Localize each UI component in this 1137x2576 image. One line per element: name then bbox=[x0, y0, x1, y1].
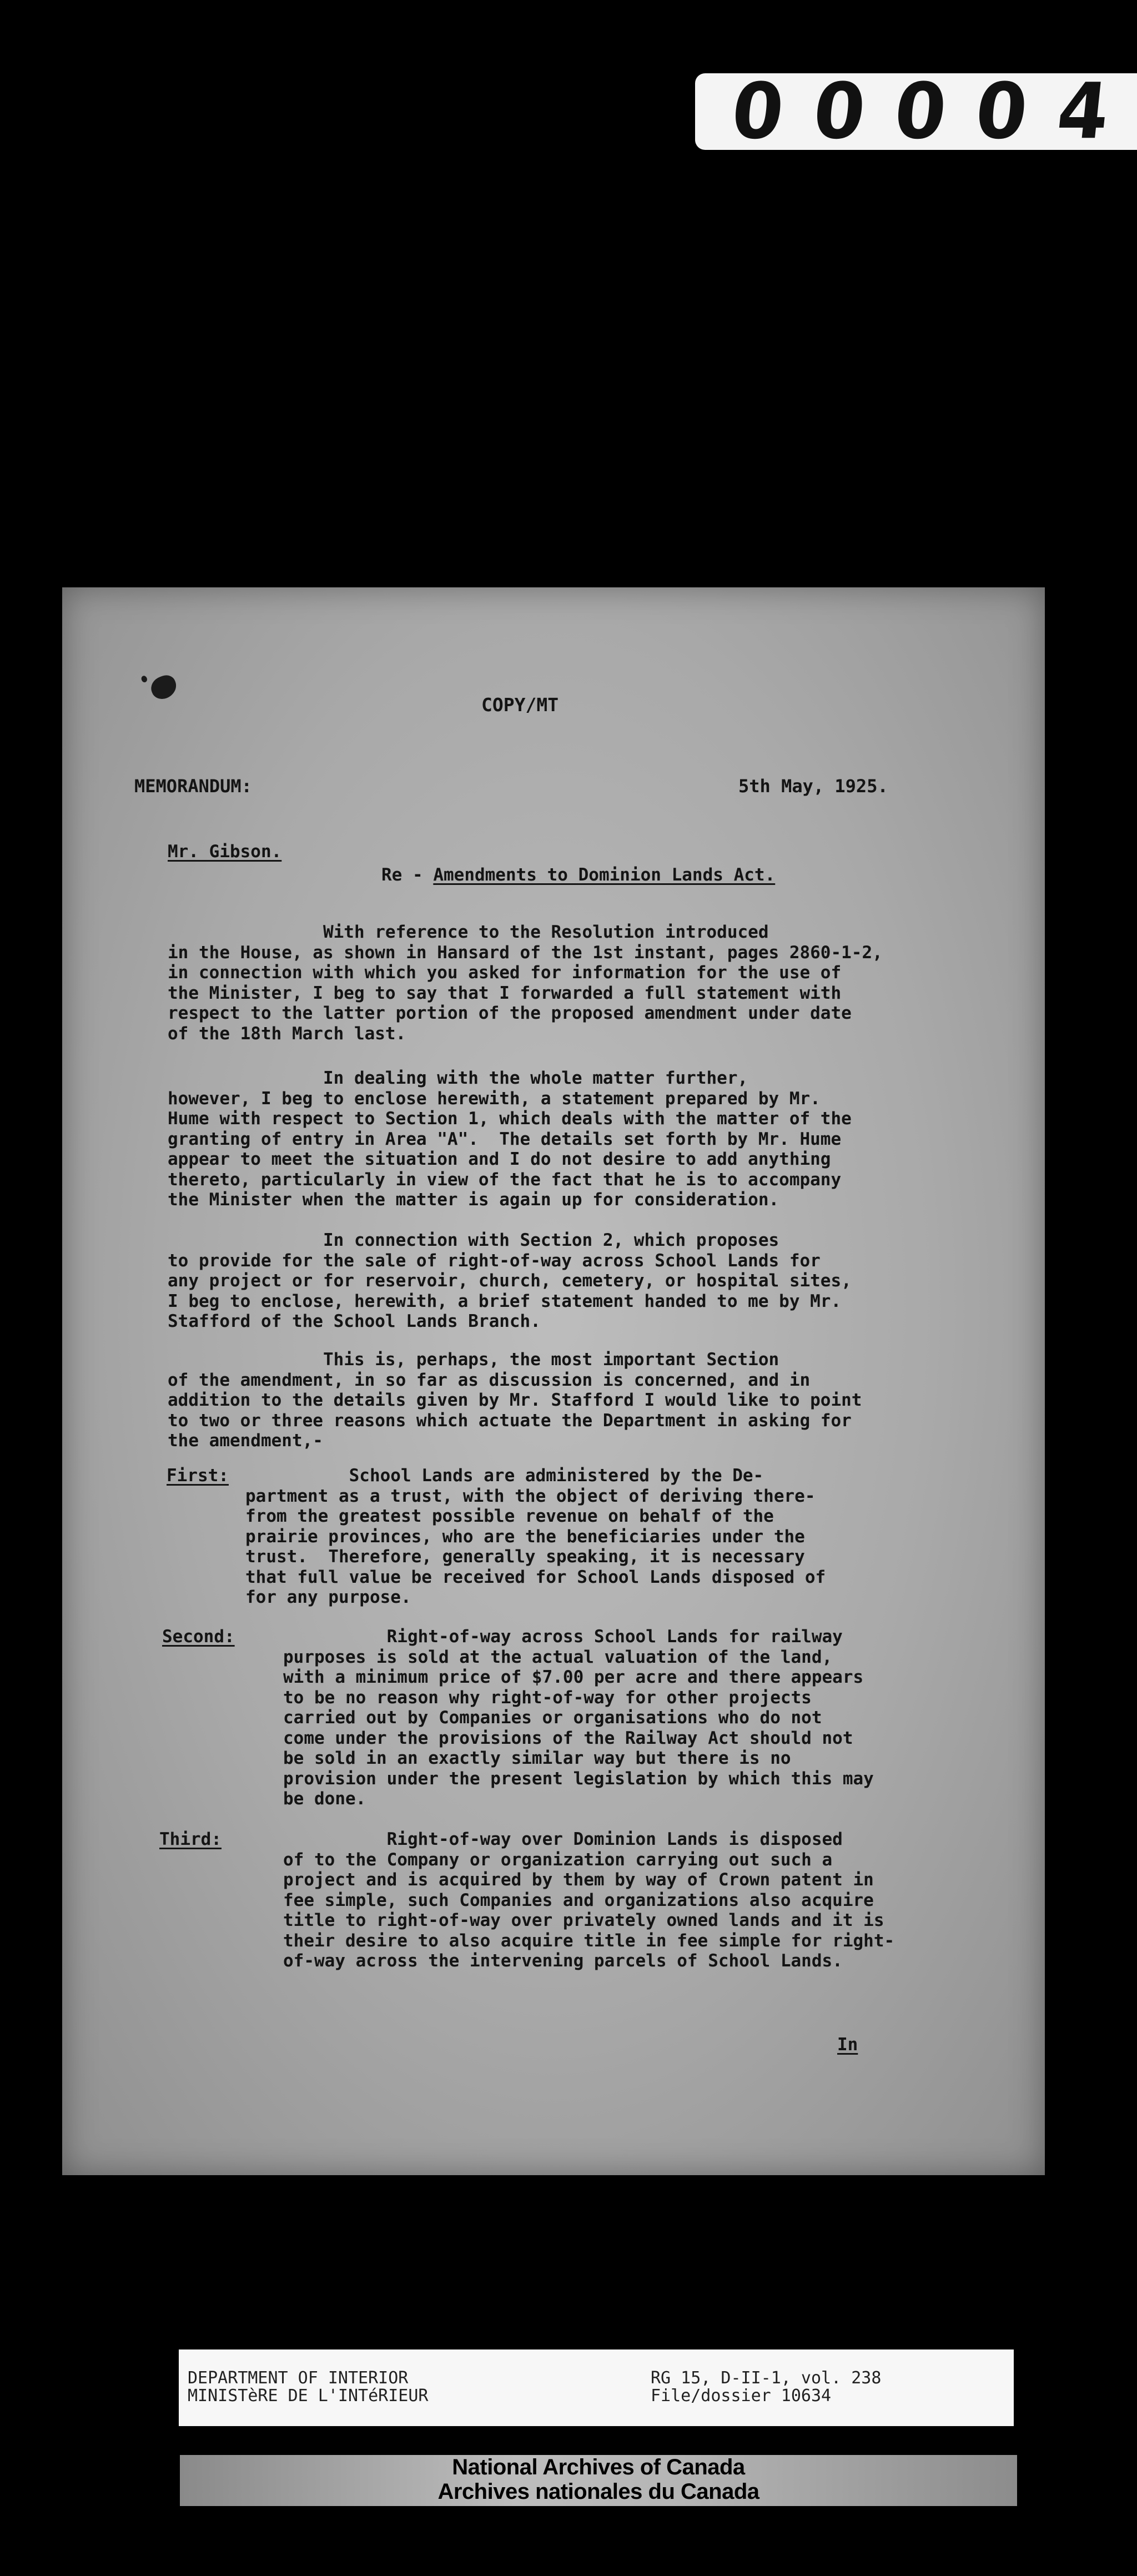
addressee: Mr. Gibson. bbox=[168, 842, 282, 862]
memo-date: 5th May, 1925. bbox=[738, 776, 888, 797]
frame-digit: 4 bbox=[1053, 67, 1114, 157]
reason-first-body: School Lands are administered by the De- partment as a trust, with the object of deriving there- from the greatest possible revenue on behalf of the prairie provinces, who are the beneficiaries under the trust. Therefore, generally speaking, it is necessary that full value be received for School Lands disposed of for any purpose. bbox=[245, 1466, 826, 1607]
microfilm-frame-number bbox=[695, 67, 1137, 157]
frame-digit: 0 bbox=[971, 67, 1032, 157]
copy-mark: COPY/MT bbox=[481, 694, 559, 716]
subject-prefix: Re - bbox=[381, 865, 434, 885]
archive-banner bbox=[180, 2455, 1017, 2506]
punch-hole-mark bbox=[148, 672, 180, 702]
file-number: File/dossier 10634 bbox=[651, 2386, 832, 2406]
archive-name-en: National Archives of Canada bbox=[452, 2455, 745, 2479]
archive-name-fr: Archives nationales du Canada bbox=[437, 2479, 759, 2504]
reason-third-label: Third: bbox=[159, 1829, 222, 1849]
paragraph-reasons-intro: This is, perhaps, the most important Section of the amendment, in so far as discussion is concerned, and in addition to the details given by Mr. Stafford I would like to point to two or three reasons which actuate the Department in asking for the amendment,- bbox=[168, 1350, 862, 1451]
memo-label: MEMORANDUM: bbox=[134, 776, 252, 797]
reason-second-body: Right-of-way across School Lands for railway purposes is sold at the actual valuation of the land, with a minimum price of $7.00 per acre and there appears to be no reason why right-of-way for other projects carried out by Companies or organisations who do not come under the provisions of the Railway Act should not be sold in an exactly similar way but there is no provision under the present legislation by which this may be done. bbox=[283, 1627, 874, 1809]
reason-second-label: Second: bbox=[162, 1627, 235, 1647]
department-en: DEPARTMENT OF INTERIOR bbox=[188, 2368, 409, 2388]
paragraph-reference: With reference to the Resolution introduced in the House, as shown in Hansard of the 1st instant, pages 2860-1-2, in connection with which you asked for information for the use of the Minister, I beg to say that I forwarded a full statement with respect to the latter portion of the proposed amendment under date of the 18th March last. bbox=[168, 922, 883, 1044]
memorandum-page bbox=[62, 587, 1045, 2175]
subject-title: Amendments to Dominion Lands Act. bbox=[433, 865, 776, 885]
archival-caption bbox=[179, 2349, 1014, 2426]
record-group-reference: RG 15, D-II-1, vol. 238 bbox=[651, 2368, 882, 2388]
paragraph-section-2: In connection with Section 2, which proposes to provide for the sale of right-of-way across School Lands for any project or for reservoir, church, cemetery, or hospital sites, I beg to enclose, herewith, a brief statement handed to me by Mr. Stafford of the School Lands Branch. bbox=[168, 1230, 852, 1331]
frame-digit: 0 bbox=[809, 67, 870, 157]
paragraph-section-1: In dealing with the whole matter further, however, I beg to enclose herewith, a statement prepared by Mr. Hume with respect to Section 1, which deals with the matter of the granting of entry in Area "A". The details set forth by Mr. Hume appear to meet the situation and I do not desire to add anything thereto, particularly in view of the fact that he is to accompany the Minister when the matter is again up for consideration. bbox=[168, 1068, 852, 1210]
department-fr: MINISTèRE DE L'INTéRIEUR bbox=[188, 2386, 429, 2406]
subject-line bbox=[381, 865, 775, 886]
catchword: In bbox=[837, 2035, 858, 2055]
reason-third-body: Right-of-way over Dominion Lands is disposed of to the Company or organization carrying out such a project and is acquired by them by way of Crown patent in fee simple, such Companies and organizations also acquire title to right-of-way over privately owned lands and it is their desire to also acquire title in fee simple for right- of-way across the intervening parcels of School Lands. bbox=[283, 1829, 895, 1971]
reason-first-label: First: bbox=[167, 1466, 229, 1486]
frame-digit: 0 bbox=[890, 67, 951, 157]
frame-digit: 0 bbox=[727, 67, 788, 157]
